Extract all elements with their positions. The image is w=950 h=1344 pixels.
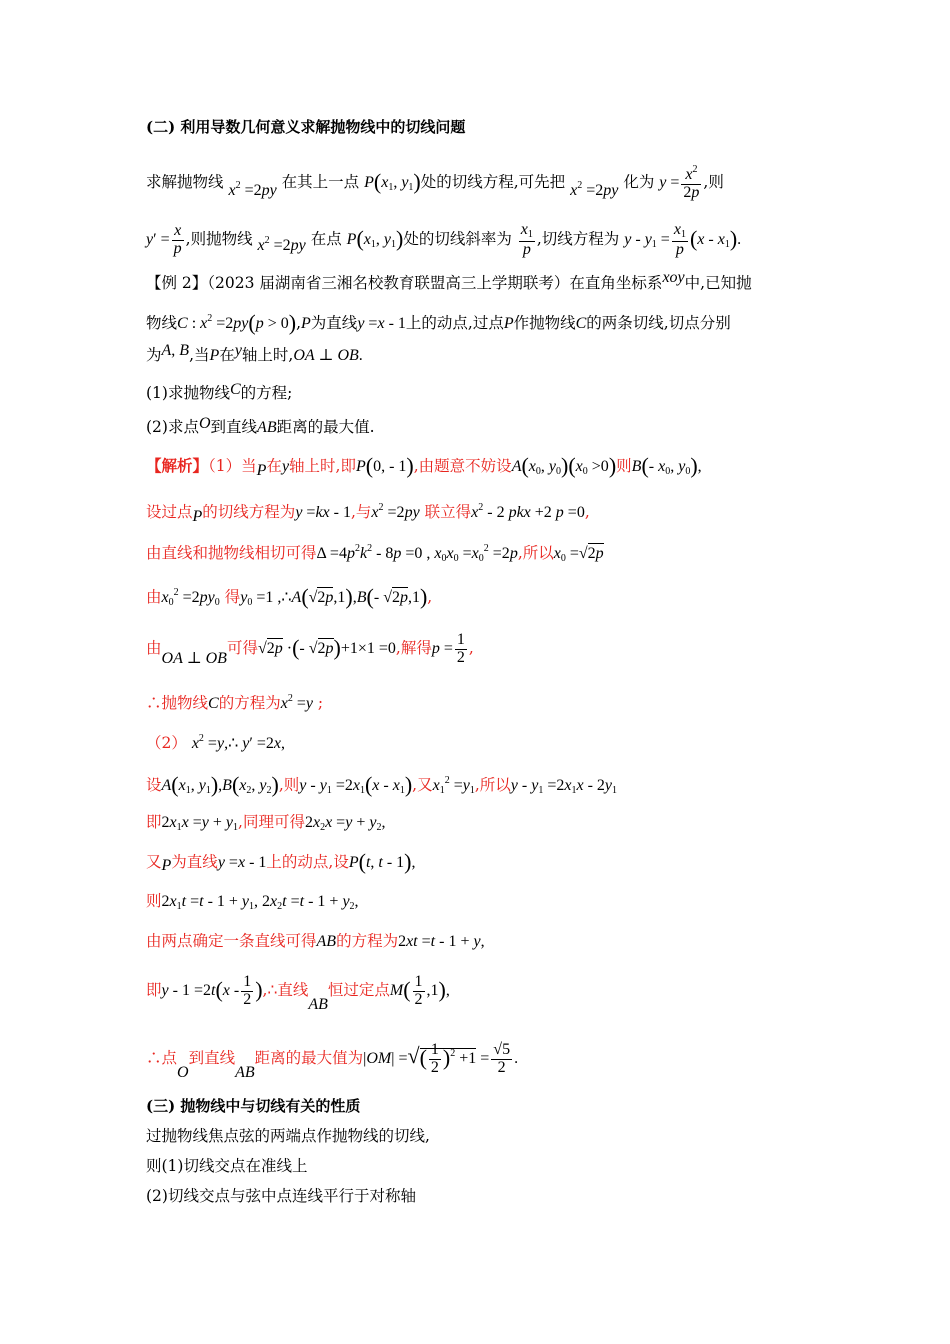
intro-text: 在其上一点 — [281, 172, 360, 191]
math-expr: C — [229, 381, 241, 398]
solution-line-5: 由OA ⊥ OB可得√2p ·(- √2p)+1×1 =0,解得p = $\frac{1}{2}$ , — [146, 631, 474, 667]
math-expr: O — [198, 415, 211, 432]
solution-text: 又 — [146, 853, 162, 871]
solution-text: 则 — [616, 457, 632, 475]
intro-text: ,切线方程为 — [536, 229, 620, 248]
math-expr: $A(x_0$, $y_0)(x_0 >0)$ — [511, 453, 617, 478]
solution-text: ,由题意不妨设 — [413, 457, 512, 475]
math-expr: $2x_1x =y + y_1$ — [161, 814, 239, 833]
math-expr: AB — [235, 1063, 255, 1081]
intro-text: ,则抛物线 — [185, 229, 253, 248]
math-expr: $y_0 =1$ ,∴A(√2p,1),B(- √2p,1) — [240, 584, 428, 609]
solution-text: 轴上时,即 — [289, 457, 356, 475]
solution-line-13 — [146, 973, 820, 1013]
solution-text: 的方程为 — [336, 932, 399, 950]
math-expr: P — [209, 347, 220, 364]
solution-text: 由 — [146, 588, 162, 606]
example-text: （2023 届湖南省三湘名校教育联盟高三上学期联考）在直角坐标系 — [207, 274, 663, 292]
example-text: ,当 — [189, 346, 210, 364]
solution-text: 由两点确定一条直线可得 — [146, 932, 317, 950]
solution-text: ,则 — [278, 776, 300, 794]
solution-text: ,解得 — [395, 638, 432, 657]
section-3-title — [146, 1095, 820, 1117]
math-expr: P — [503, 315, 514, 332]
solution-text: ,所以 — [474, 776, 511, 794]
property-text: 过抛物线焦点弦的两端点作抛物线的切线, — [146, 1127, 430, 1145]
solution-text: 在 — [266, 457, 282, 475]
math-expr: AB — [316, 933, 337, 950]
solution-text: 由直线和抛物线相切可得 — [146, 544, 317, 562]
math-expr: y′ = $\frac{x}{p}$ — [146, 221, 182, 257]
solution-text: 设过点 — [146, 503, 193, 521]
solution-text: 由 — [146, 638, 162, 657]
solution-line-3 — [146, 538, 820, 570]
section-2-title — [146, 116, 820, 138]
math-expr: $x^2 =2py$ — [257, 234, 306, 254]
solution-text: ∴抛物线 — [146, 694, 209, 712]
solution-line-9 — [146, 811, 820, 839]
math-expr: P — [192, 508, 203, 525]
math-expr: $2x_1t =t - 1 + y_1$, $2x_2t =t - 1 + y_2$, — [161, 893, 359, 912]
solution-text: 即 — [146, 980, 162, 999]
property-text: (2)切线交点与弦中点连线平行于对称轴 — [146, 1187, 416, 1205]
example-text: 上的动点,过点 — [405, 314, 504, 332]
math-expr: $x_0^2 =2py_0$ — [161, 587, 220, 608]
example-label: 【例 2】 — [146, 274, 208, 292]
solution-text: ,与 — [350, 503, 372, 521]
section-2-title-text: (二) 利用导数几何意义求解抛物线中的切线问题 — [146, 118, 466, 136]
math-expr: $x^2$ =y,∴ y′ =2x, — [191, 733, 285, 752]
math-expr: $P(x_1$, $y_1$) — [364, 168, 421, 194]
intro-text: 求解抛物线 — [146, 172, 224, 191]
solution-text: 联立得 — [424, 503, 472, 521]
math-expr: P(0, - 1) — [355, 453, 414, 478]
solution-text: 的切线方程为 — [202, 503, 296, 521]
math-expr: y - $y_1$ = $\frac{x_1}{p}$ $(x - x_1)$. — [624, 221, 742, 258]
math-expr: $x_1^2 =y_1$ — [432, 775, 475, 796]
example-line-1 — [146, 269, 820, 295]
example-text: , — [296, 314, 302, 332]
property-line-1 — [146, 1125, 820, 1147]
question-text: 的方程; — [240, 384, 293, 402]
math-expr: |OM| =√( $\frac{1}{2}$ )$^2$ +1 = $\frac{√5}{2}$ . — [363, 1041, 519, 1076]
math-expr: $\Delta =4p^2k^2 - 8p =0$ , $x_0x_0 =x_0^2 =2p$ — [316, 543, 518, 564]
math-expr: y — [234, 342, 242, 359]
question-text: (1)求抛物线 — [146, 384, 230, 402]
solution-line-4: 由$x_0^2 =2py_0$ 得$y_0 =1$ ,∴A(√2p,1),B(- √2p,1), — [146, 584, 433, 609]
example-text: 中,已知抛 — [684, 274, 752, 292]
solution-text: （1）当 — [208, 457, 257, 475]
math-expr: $x_0 =√2p$ — [553, 545, 604, 564]
example-text: 作抛物线 — [513, 314, 576, 332]
solution-line-2: 设过点P的切线方程为y =kx - 1,与$x^2 =2py$ 联立得$x^2 - 2$ pkx +2 p =0, — [146, 502, 590, 525]
math-expr: P — [256, 462, 267, 479]
solution-text: 可得 — [226, 638, 258, 657]
intro-text: 处的切线斜率为 — [403, 229, 512, 248]
section-3-title-text: (三) 抛物线中与切线有关的性质 — [146, 1097, 361, 1115]
math-expr: P — [161, 857, 172, 874]
question-text: (2)求点 — [146, 418, 199, 436]
solution-text: 上的动点,设 — [266, 853, 349, 871]
math-expr: M( $\frac{1}{2}$ ,1), — [389, 973, 450, 1008]
solution-text: 恒过定点 — [327, 980, 390, 999]
math-expr: √2p ·(- √2p)+1×1 =0 — [257, 634, 396, 660]
question-text: 距离的最大值. — [276, 418, 375, 436]
example-text: 轴上时, — [241, 346, 294, 364]
math-expr: p = $\frac{1}{2}$ — [431, 631, 465, 666]
intro-text: ,则 — [703, 172, 724, 191]
math-expr: 2xt =t - 1 + y, — [398, 933, 485, 950]
example-text: 为直线 — [310, 314, 358, 332]
solution-line-7 — [146, 728, 820, 755]
math-expr: $A(x_1$, $y_1),B(x_2$, $y_2$) — [161, 772, 279, 797]
math-expr: C — [208, 695, 219, 712]
example-text: 为 — [146, 346, 162, 364]
property-line-3 — [146, 1185, 820, 1207]
solution-line-6: ∴抛物线C的方程为$x^2 =y$ ; — [146, 693, 324, 712]
solution-text: （2） — [146, 734, 187, 752]
property-text: 则(1)切线交点在准线上 — [146, 1157, 308, 1175]
solution-line-14 — [146, 1041, 820, 1081]
math-expr: y = $\frac{x^2}{2p}$ — [659, 164, 700, 201]
math-expr: O — [177, 1063, 189, 1081]
math-expr: $x^2 =2py$ — [228, 179, 277, 199]
solution-line-12 — [146, 930, 820, 953]
intro-line-2 — [146, 222, 820, 258]
math-expr: $\frac{x_1}{p}$ — [520, 221, 533, 258]
intro-text: 化为 — [623, 172, 655, 191]
math-expr: y — [281, 458, 290, 475]
solution-text: 则 — [146, 892, 162, 910]
math-expr: AB — [308, 995, 328, 1013]
math-expr: y - 1 =2t(x - $\frac{1}{2}$ ) — [161, 973, 263, 1008]
question-2 — [146, 416, 820, 439]
math-expr: $P(x_1$, $y_1$) — [346, 225, 404, 251]
intro-text: 在点 — [310, 229, 342, 248]
math-expr: P — [301, 315, 311, 332]
solution-line-11 — [146, 890, 820, 918]
example-text: 在 — [219, 346, 235, 364]
solution-text: 为直线 — [171, 853, 218, 871]
solution-text: ∴点 — [146, 1048, 178, 1067]
property-line-2 — [146, 1155, 820, 1177]
math-expr: C : $x^2 =2py(p > 0)$ — [177, 310, 297, 335]
math-expr: xoy — [662, 269, 685, 286]
math-expr: $x^2 =y$ — [280, 693, 313, 712]
example-text: 的两条切线,切点分别 — [586, 314, 731, 332]
question-text: 到直线 — [210, 418, 258, 436]
solution-line-1 — [146, 455, 820, 483]
solution-text: 距离的最大值为 — [254, 1048, 364, 1067]
solution-line-8 — [146, 770, 820, 802]
intro-line-1 — [146, 165, 820, 202]
math-expr: AB — [257, 419, 277, 436]
math-expr: y =x - 1 — [217, 854, 267, 871]
math-expr: OA ⊥ OB — [161, 649, 227, 667]
example-text: 物线 — [146, 314, 178, 332]
solution-text: ,∴直线 — [262, 980, 309, 999]
math-expr: $2x_2x =y + y_2$, — [304, 814, 386, 833]
math-expr: $y - y_1 =2x_1(x - x_1)$ — [299, 772, 413, 797]
intro-text: 处的切线方程,可先把 — [420, 172, 566, 191]
example-line-2 — [146, 308, 820, 335]
solution-text: ,同理可得 — [238, 813, 305, 831]
math-expr: $x^2 =2py$ — [371, 502, 420, 521]
solution-text: ,所以 — [517, 544, 554, 562]
math-expr: B(- $x_0$, $y_0$), — [631, 453, 702, 478]
solution-line-10 — [146, 851, 820, 874]
math-expr: OA ⊥ OB. — [293, 347, 363, 364]
math-expr: $x^2 =2py$ — [570, 179, 619, 199]
solution-text: 得 — [224, 588, 241, 606]
math-expr: P(t, t - 1), — [348, 849, 416, 874]
math-expr: y =kx - 1 — [295, 504, 351, 521]
solution-text: ,又 — [412, 776, 433, 794]
example-line-3 — [146, 344, 820, 367]
math-expr: $x^2 - 2$ pkx +2 p =0 — [471, 502, 585, 521]
solution-text: 即 — [146, 813, 162, 831]
solution-text: 的方程为 — [218, 694, 281, 712]
math-expr: y =x - 1 — [357, 315, 406, 332]
math-expr: A, B — [161, 342, 190, 359]
solution-label: 【解析】 — [146, 456, 209, 475]
solution-text: 设 — [146, 776, 162, 794]
math-expr: C — [575, 315, 587, 332]
question-1 — [146, 382, 820, 405]
solution-text: 到直线 — [188, 1048, 236, 1067]
math-expr: $y - y_1 =2x_1x - 2y_1$ — [510, 777, 618, 796]
